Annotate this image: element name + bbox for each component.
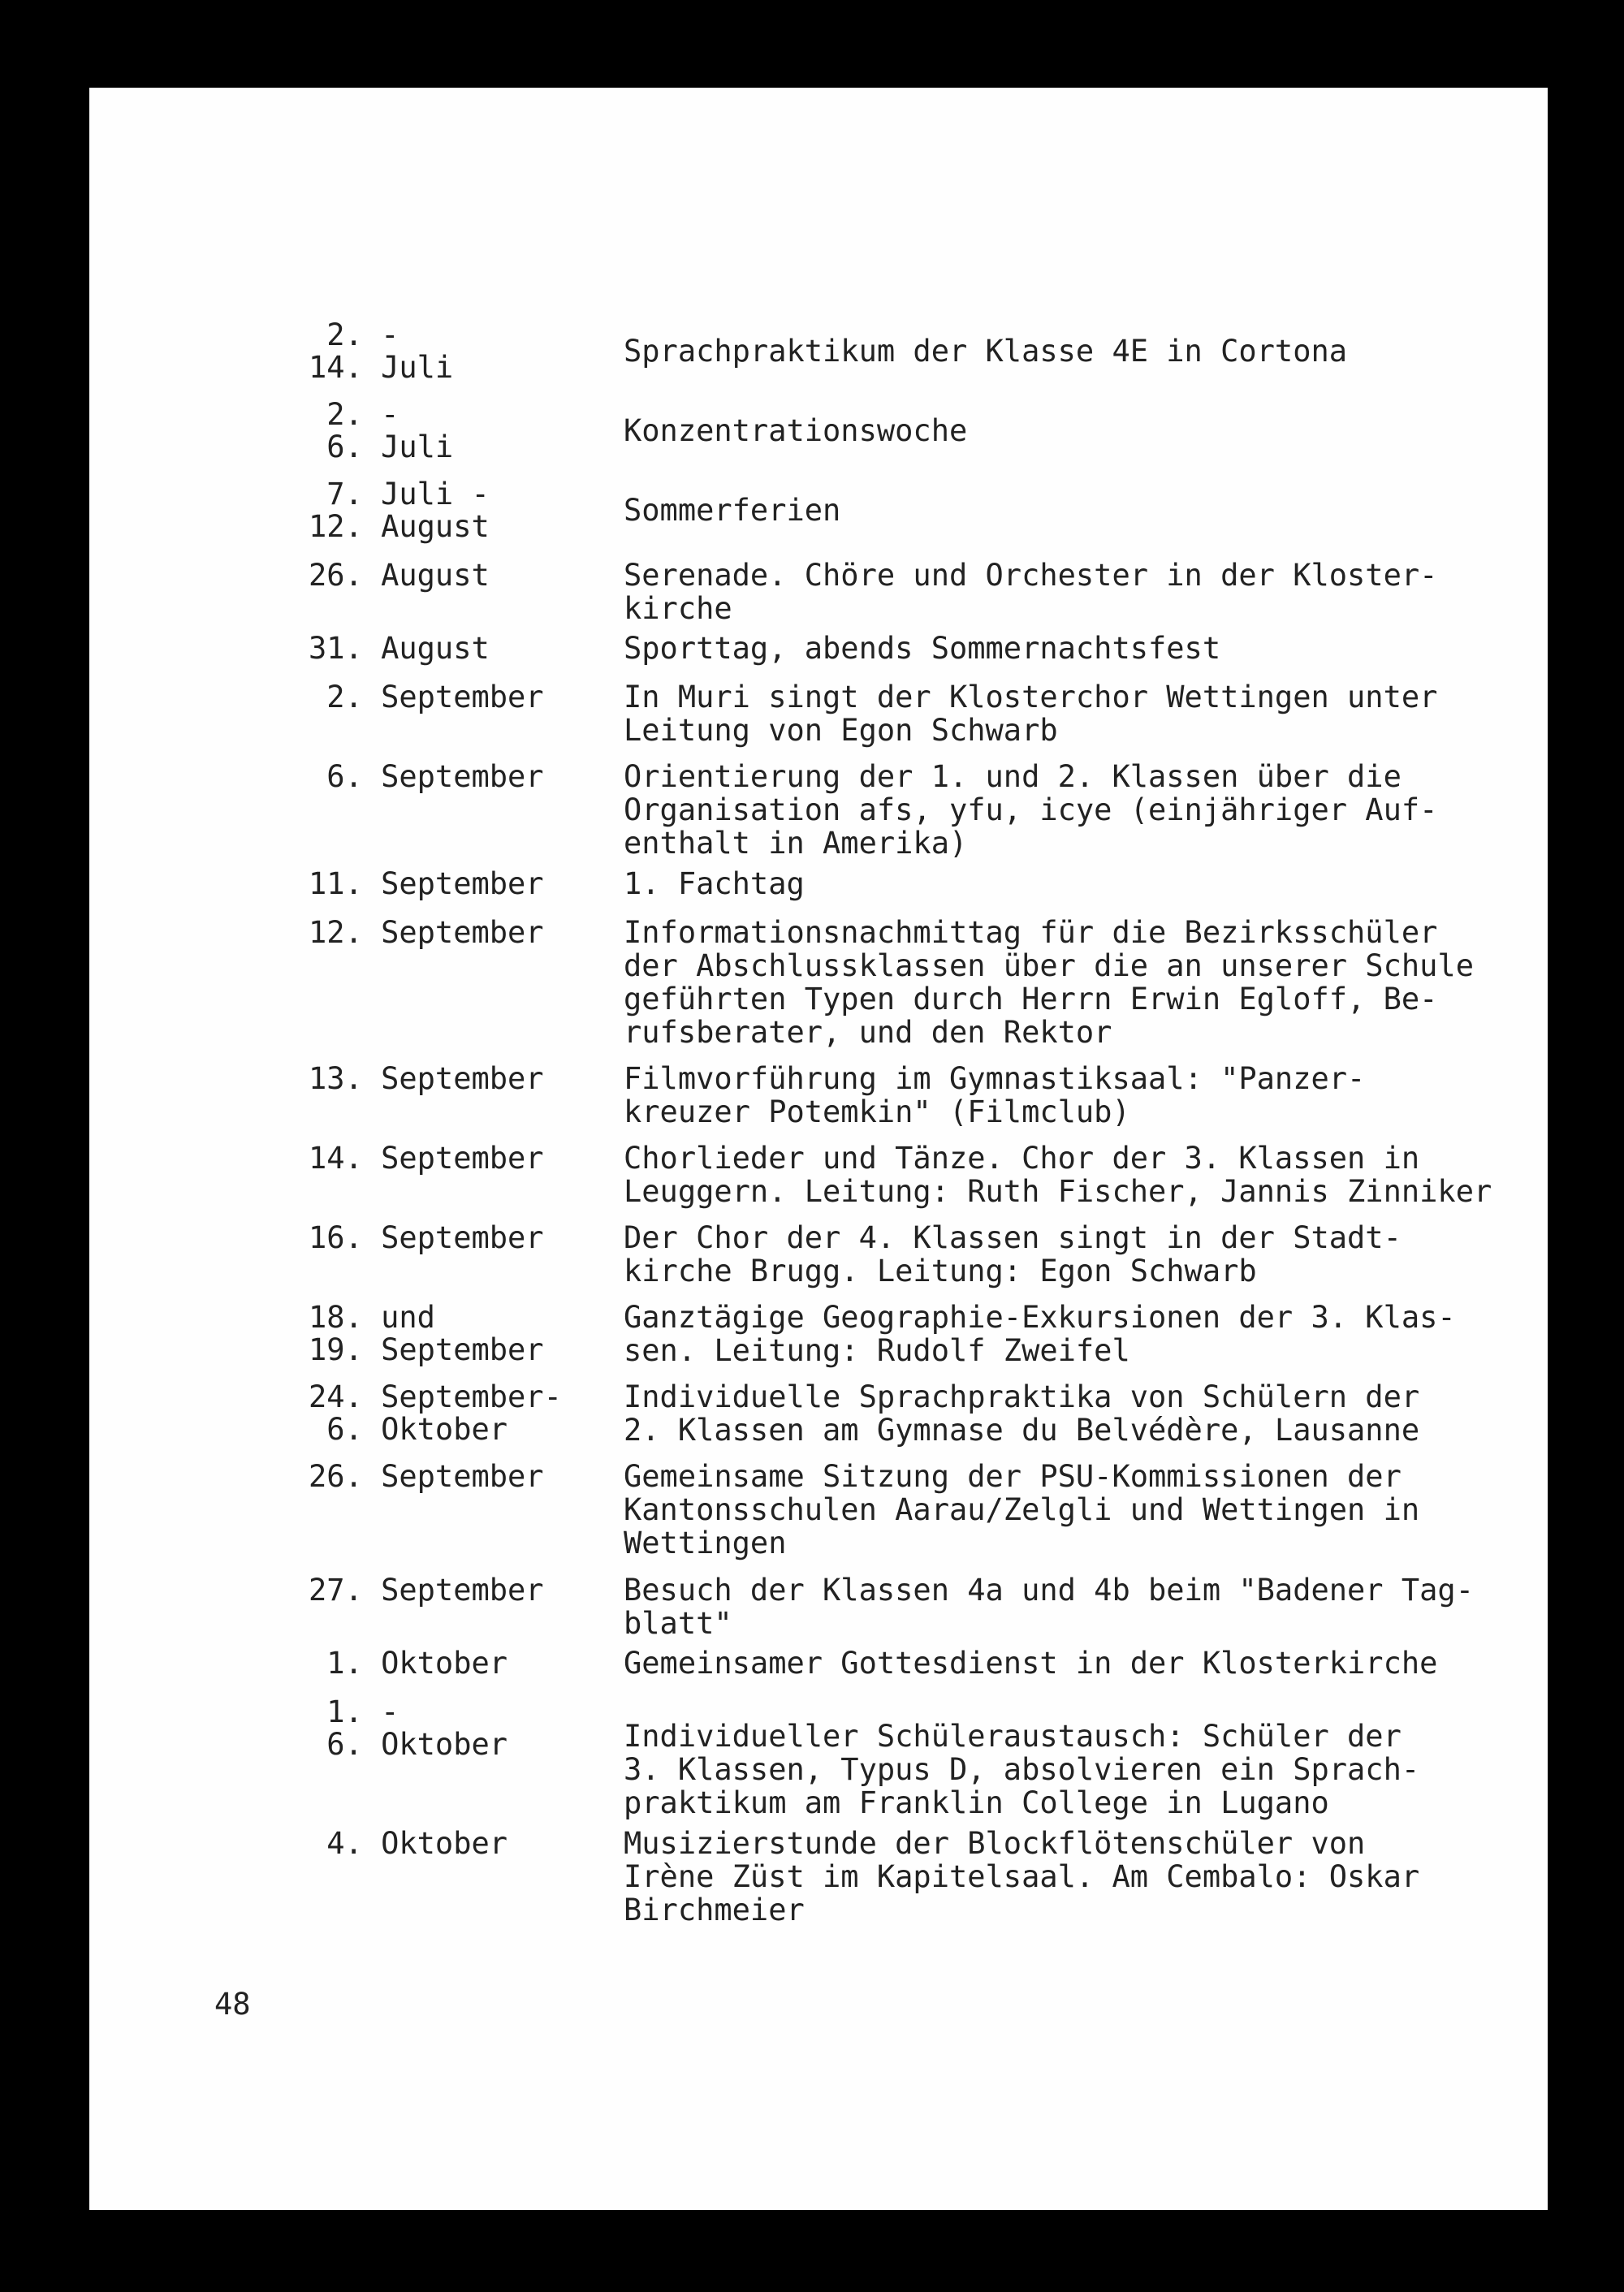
- entry-date: [309, 1647, 601, 1680]
- entry-description: [624, 1062, 1533, 1129]
- entry-date-line: 12. September: [309, 915, 544, 950]
- entry-date-line: 4. Oktober: [309, 1826, 508, 1861]
- entry-date-line: 19. September: [309, 1332, 544, 1367]
- entry-description: [624, 867, 1533, 900]
- entry-description: [624, 1301, 1533, 1367]
- entry-date: [309, 559, 601, 592]
- entry-date-line: 18. und: [309, 1300, 435, 1335]
- entry-date-line: 26. September: [309, 1459, 544, 1494]
- entry-description-line: Filmvorführung im Gymnastiksaal: "Panzer-: [624, 1061, 1366, 1096]
- entry-description-line: Besuch der Klassen 4a und 4b beim "Badener Tag-: [624, 1573, 1474, 1608]
- entry-description-line: blatt": [624, 1606, 732, 1641]
- entry-description-line: der Abschlussklassen über die an unserer Schule: [624, 948, 1474, 983]
- entry-description-line: Sprachpraktikum der Klasse 4E in Cortona: [624, 334, 1348, 369]
- entry-description: [624, 1380, 1533, 1447]
- entry-description-line: Gemeinsame Sitzung der PSU-Kommissionen der: [624, 1459, 1402, 1494]
- entry-description: [624, 760, 1533, 860]
- entry-date: [309, 1573, 601, 1607]
- entry-date-line: 2. -: [309, 397, 400, 432]
- entry-date-line: 1. Oktober: [309, 1646, 508, 1681]
- entry-date: [309, 1062, 601, 1095]
- entry-date: [309, 477, 601, 543]
- entry-date-line: 14. Juli: [309, 350, 454, 385]
- entry-date-line: 6. Oktober: [309, 1412, 508, 1447]
- entry-description-line: Musizierstunde der Blockflötenschüler von: [624, 1826, 1366, 1861]
- entry-date-line: 11. September: [309, 866, 544, 901]
- entry-description-line: Leuggern. Leitung: Ruth Fischer, Jannis Zinniker: [624, 1174, 1492, 1209]
- entry-date: [309, 1460, 601, 1493]
- entry-date: [309, 760, 601, 793]
- entry-description-line: Konzentrationswoche: [624, 413, 968, 448]
- entry-description-line: geführten Typen durch Herrn Erwin Egloff, Be-: [624, 982, 1438, 1017]
- entry-date: [309, 398, 601, 464]
- entry-description-line: Individueller Schüleraustausch: Schüler der: [624, 1719, 1402, 1754]
- entry-description-line: In Muri singt der Klosterchor Wettingen unter: [624, 680, 1438, 714]
- entry-date: [309, 916, 601, 949]
- entry-description-line: kreuzer Potemkin" (Filmclub): [624, 1094, 1130, 1129]
- entry-description-line: Sommerferien: [624, 493, 841, 528]
- entry-date: [309, 867, 601, 900]
- entry-description-line: Gemeinsamer Gottesdienst in der Klosterkirche: [624, 1646, 1438, 1681]
- entry-description-line: Serenade. Chöre und Orchester in der Kloster-: [624, 558, 1438, 593]
- entry-description-line: Organisation afs, yfu, icye (einjähriger Auf-: [624, 792, 1438, 827]
- entry-description: [624, 1221, 1533, 1288]
- entry-description-line: Irène Züst im Kapitelsaal. Am Cembalo: Oskar: [624, 1859, 1420, 1894]
- entry-date-line: 13. September: [309, 1061, 544, 1096]
- entry-description-line: Birchmeier: [624, 1893, 805, 1927]
- page-number: 48: [214, 1987, 251, 2022]
- entry-date-line: 26. August: [309, 558, 490, 593]
- entry-description-line: kirche Brugg. Leitung: Egon Schwarb: [624, 1254, 1257, 1288]
- entry-date: [309, 318, 601, 384]
- entry-description: [624, 335, 1533, 368]
- entry-date-line: 2. September: [309, 680, 544, 714]
- entry-date-line: 6. Oktober: [309, 1727, 508, 1762]
- entry-description-line: Informationsnachmittag für die Bezirksschüler: [624, 915, 1438, 950]
- entry-description: [624, 494, 1533, 527]
- entry-description: [624, 632, 1533, 665]
- entry-description-line: sen. Leitung: Rudolf Zweifel: [624, 1333, 1130, 1368]
- entry-description: [624, 414, 1533, 447]
- entry-description-line: 2. Klassen am Gymnase du Belvédère, Lausanne: [624, 1413, 1420, 1448]
- entry-date-line: 27. September: [309, 1573, 544, 1608]
- entry-date-line: 16. September: [309, 1220, 544, 1255]
- entry-description: [624, 559, 1533, 625]
- entry-date-line: 24. September-: [309, 1379, 562, 1414]
- entry-date-line: 14. September: [309, 1141, 544, 1176]
- entry-description-line: Der Chor der 4. Klassen singt in der Stadt-: [624, 1220, 1402, 1255]
- entry-date-line: 6. Juli: [309, 429, 454, 464]
- entry-description: [624, 1142, 1533, 1208]
- entry-description-line: Sporttag, abends Sommernachtsfest: [624, 631, 1221, 666]
- entry-date-line: 1. -: [309, 1694, 400, 1729]
- entry-date: [309, 1142, 601, 1175]
- entry-date-line: 7. Juli -: [309, 477, 490, 511]
- entry-date-line: 31. August: [309, 631, 490, 666]
- entry-description: [624, 916, 1533, 1049]
- entry-date: [309, 632, 601, 665]
- entry-description-line: Leitung von Egon Schwarb: [624, 713, 1058, 748]
- entry-description-line: praktikum am Franklin College in Lugano: [624, 1785, 1329, 1820]
- entry-description-line: Orientierung der 1. und 2. Klassen über die: [624, 759, 1402, 794]
- entry-description: [624, 1460, 1533, 1560]
- entry-description-line: rufsberater, und den Rektor: [624, 1015, 1112, 1050]
- entry-description-line: 3. Klassen, Typus D, absolvieren ein Sprach-: [624, 1752, 1420, 1787]
- document-page: [89, 88, 1548, 2210]
- entry-description: [624, 1720, 1533, 1819]
- entry-description: [624, 1647, 1533, 1680]
- entry-date: [309, 680, 601, 714]
- entry-date: [309, 1221, 601, 1254]
- entry-date-line: 12. August: [309, 509, 490, 544]
- entry-description: [624, 1573, 1533, 1640]
- entry-date: [309, 1301, 601, 1366]
- entry-date: [309, 1695, 601, 1761]
- entry-description-line: Chorlieder und Tänze. Chor der 3. Klassen in: [624, 1141, 1420, 1176]
- entry-date: [309, 1380, 601, 1446]
- entry-date-line: 2. -: [309, 317, 400, 352]
- entry-date-line: 6. September: [309, 759, 544, 794]
- entry-date: [309, 1827, 601, 1860]
- entry-description: [624, 680, 1533, 747]
- entry-description-line: Individuelle Sprachpraktika von Schülern der: [624, 1379, 1420, 1414]
- entry-description-line: enthalt in Amerika): [624, 826, 968, 861]
- entry-description-line: Kantonsschulen Aarau/Zelgli und Wettingen in: [624, 1492, 1420, 1527]
- entry-description: [624, 1827, 1533, 1927]
- entry-description-line: kirche: [624, 591, 732, 626]
- entry-description-line: 1. Fachtag: [624, 866, 805, 901]
- entry-description-line: Wettingen: [624, 1526, 787, 1560]
- entry-description-line: Ganztägige Geographie-Exkursionen der 3. Klas-: [624, 1300, 1456, 1335]
